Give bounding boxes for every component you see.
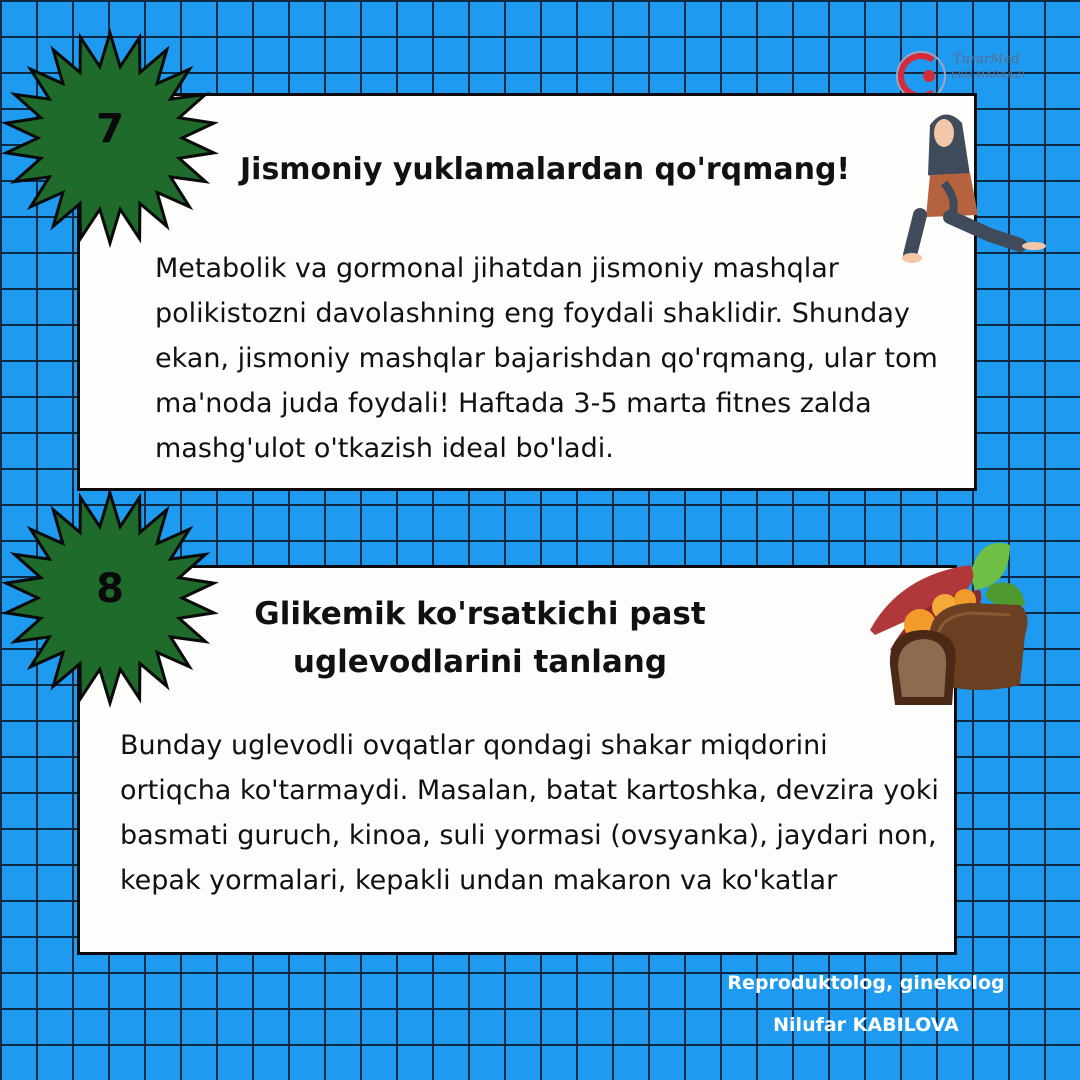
badge-number: 8	[96, 566, 124, 612]
exercising-woman-icon	[900, 105, 1050, 265]
tip-body: Metabolik va gormonal jihatdan jismoniy mashqlar polikistozni davolashning eng foydali shaklidir. Shunday ekan, jismoniy mashqlar bajarishdan qo'rqmang, ular tom ma'noda juda foydali! Haftada 3-5 marta fitnes zalda mashg'ulot o'tkazish ideal bo'ladi.	[155, 253, 938, 464]
author-role: Reproduktolog, ginekolog	[727, 972, 1005, 994]
badge-number: 7	[96, 106, 124, 152]
tip-title: Glikemik ko'rsatkichi past uglevodlarini tanlang	[254, 596, 706, 681]
logo-subtitle: EKO MARKAZI	[951, 70, 1026, 81]
author-name: Nilufar KABILOVA	[773, 1014, 959, 1036]
number-badge-8	[0, 488, 220, 708]
tip-body: Bunday uglevodli ovqatlar qondagi shakar miqdorini ortiqcha ko'tarmaydi. Masalan, batat kartoshka, devzira yoki basmati guruch, kinoa, suli yormasi (ovsyanka), jaydari non, kepak yormalari, kepakli undan makaron va ko'katlar	[120, 730, 939, 896]
tip-title: Jismoniy yuklamalardan qo'rqmang!	[240, 152, 851, 187]
bread-and-sweet-potato-icon	[860, 535, 1030, 710]
number-badge-7	[0, 28, 220, 248]
logo-name: TurarMed	[953, 52, 1020, 67]
